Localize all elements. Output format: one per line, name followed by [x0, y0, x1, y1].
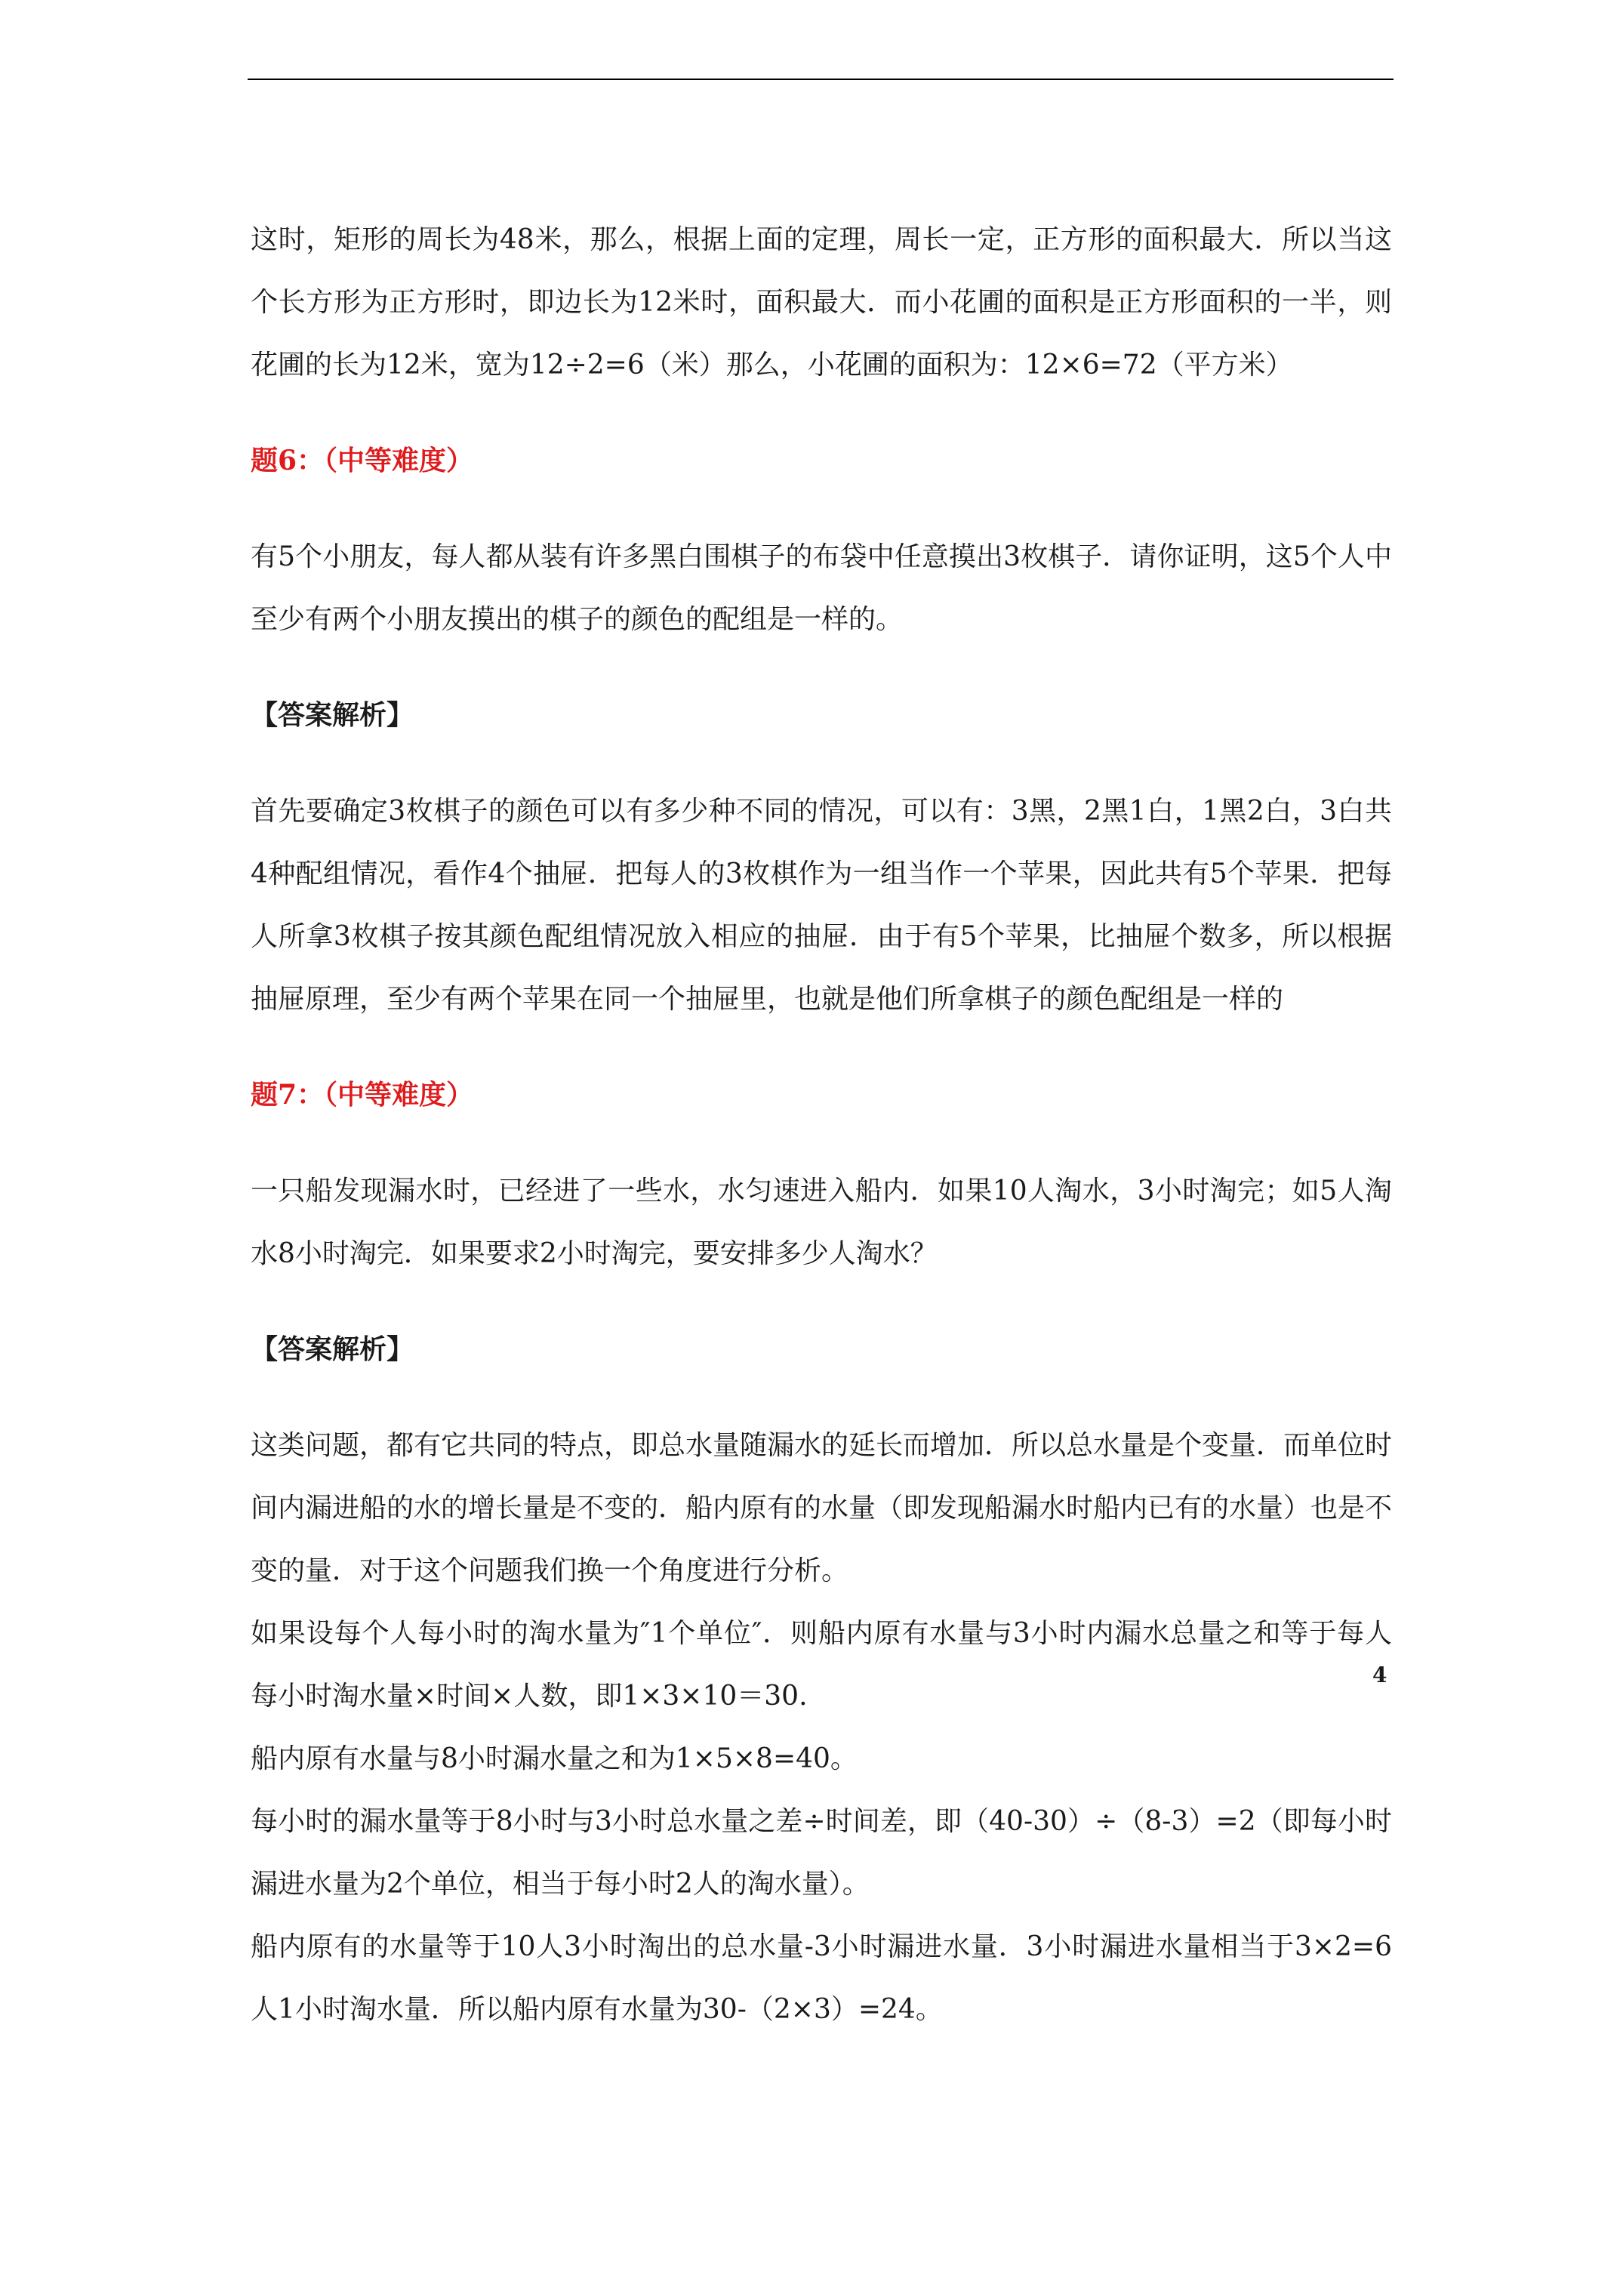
q7-answer-line: 船内原有的水量等于10人3小时淘出的总水量-3小时漏进水量．3小时漏进水量相当于3×2=6人1小时淘水量．所以船内原有水量为30-（2×3）=24。	[251, 1931, 1392, 2025]
q7-answer-line: 如果设每个人每小时的淘水量为″1个单位″．则船内原有水量与3小时内漏水总量之和等于每人每小时淘水量×时间×人数，即1×3×10＝30.	[251, 1618, 1392, 1712]
q7-answer-line: 每小时的漏水量等于8小时与3小时总水量之差÷时间差，即（40-30）÷（8-3）=2（即每小时漏进水量为2个单位，相当于每小时2人的淘水量）。	[251, 1806, 1392, 1900]
q6-answer: 首先要确定3枚棋子的颜色可以有多少种不同的情况，可以有：3黑，2黑1白，1黑2白，3白共4种配组情况，看作4个抽屉．把每人的3枚棋作为一组当作一个苹果，因此共有5个苹果．把每人所拿3枚棋子按其颜色配组情况放入相应的抽屉．由于有5个苹果，比抽屉个数多，所以根据抽屉原理，至少有两个苹果在同一个抽屉里，也就是他们所拿棋子的颜色配组是一样的	[251, 796, 1392, 1015]
q7-answer-label: 【答案解析】	[251, 1333, 414, 1365]
q6-problem: 有5个小朋友，每人都从装有许多黑白围棋子的布袋中任意摸出3枚棋子．请你证明，这5个人中至少有两个小朋友摸出的棋子的颜色的配组是一样的。	[251, 541, 1392, 635]
q6-answer-label: 【答案解析】	[251, 699, 414, 731]
q7-answer-line: 船内原有水量与8小时漏水量之和为1×5×8=40。	[251, 1743, 858, 1774]
page-number: 4	[1372, 1663, 1387, 1687]
q5-solution-text: 这时，矩形的周长为48米，那么，根据上面的定理，周长一定，正方形的面积最大．所以当这个长方形为正方形时，即边长为12米时，面积最大．而小花圃的面积是正方形面积的一半，则花圃的长为12米，宽为12÷2=6（米）那么，小花圃的面积为：12×6=72（平方米）	[251, 224, 1392, 381]
q6-heading: 题6：（中等难度）	[251, 445, 474, 476]
q7-answer-line: 这类问题，都有它共同的特点，即总水量随漏水的延长而增加．所以总水量是个变量．而单位时间内漏进船的水的增长量是不变的．船内原有的水量（即发现船漏水时船内已有的水量）也是不变的量．对于这个问题我们换一个角度进行分析。	[251, 1430, 1393, 1586]
q7-problem: 一只船发现漏水时，已经进了一些水，水匀速进入船内．如果10人淘水，3小时淘完；如5人淘水8小时淘完．如果要求2小时淘完，要安排多少人淘水？	[251, 1176, 1392, 1269]
q7-heading: 题7：（中等难度）	[251, 1079, 474, 1111]
header-rule	[248, 79, 1394, 80]
page-content	[251, 208, 1392, 2041]
